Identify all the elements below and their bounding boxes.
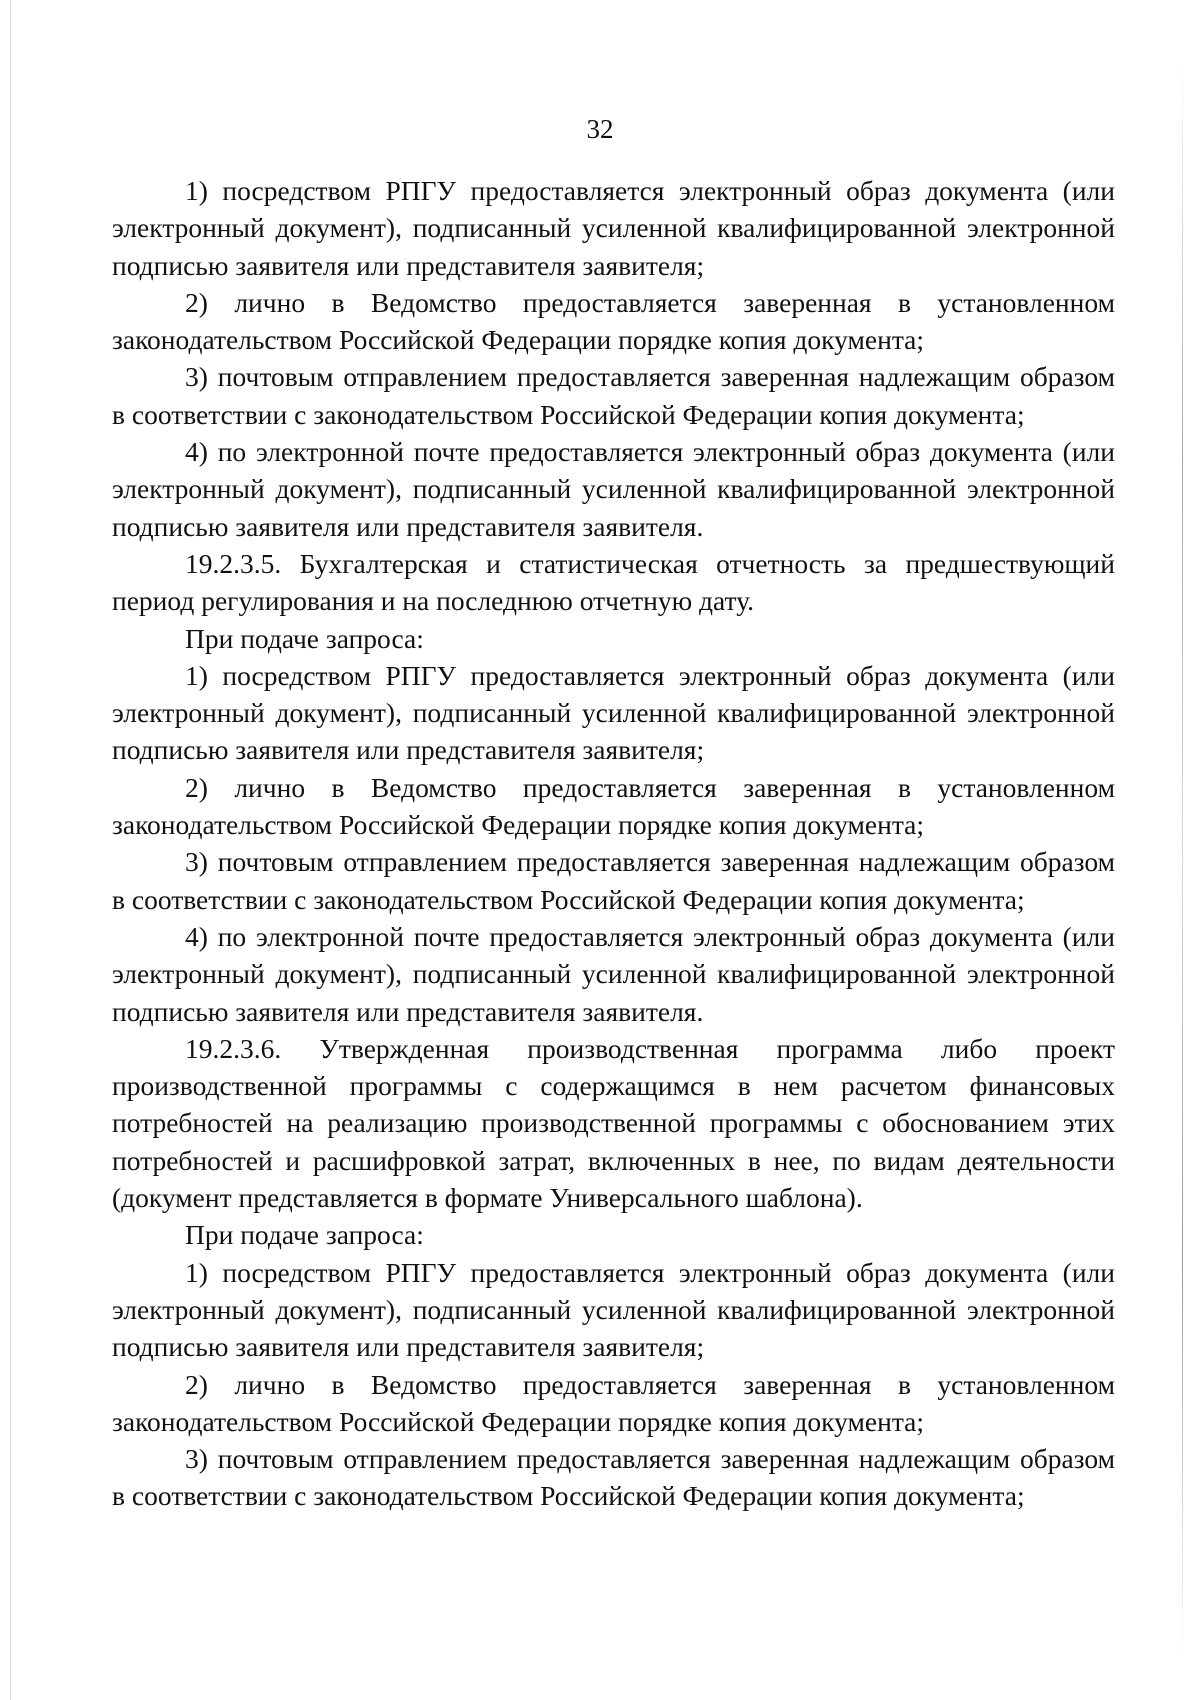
paragraph: 1) посредством РПГУ предоставляется электронный образ документа (или электронный документ), подписанный усиленной квалифицированной электронной подписью заявителя или представителя заявителя; [112,1256,1115,1363]
paragraph: 2) лично в Ведомство предоставляется заверенная в установленном законодательством Российской Федерации порядке копия документа; [112,286,1115,356]
scan-edge-right [1182,60,1183,1660]
document-body [112,172,1115,1515]
paragraph: 1) посредством РПГУ предоставляется электронный образ документа (или электронный документ), подписанный усиленной квалифицированной электронной подписью заявителя или представителя заявителя; [112,175,1115,281]
paragraph: 2) лично в Ведомство предоставляется заверенная в установленном законодательством Российской Федерации порядке копия документа; [112,1368,1115,1437]
paragraph: 4) по электронной почте предоставляется электронный образ документа (или электронный документ), подписанный усиленной квалифицированной электронной подписью заявителя или представителя заявителя. [112,920,1115,1027]
paragraph: 3) почтовым отправлением предоставляется заверенная надлежащим образом в соответствии с законодательством Российской Федерации копия документа; [112,1443,1115,1512]
paragraph: 1) посредством РПГУ предоставляется электронный образ документа (или электронный документ), подписанный усиленной квалифицированной электронной подписью заявителя или представителя заявителя; [112,659,1115,766]
paragraph: 4) по электронной почте предоставляется электронный образ документа (или электронный документ), подписанный усиленной квалифицированной электронной подписью заявителя или представителя заявителя. [112,436,1115,542]
section-paragraph-19-2-3-5: 19.2.3.5. Бухгалтерская и статистическая отчетность за предшествующий период регулирования и на последнюю отчетную дату. [112,547,1115,617]
paragraph: При подаче запроса: [185,622,424,654]
page-number: 32 [586,114,614,144]
paragraph: 3) почтовым отправлением предоставляется заверенная надлежащим образом в соответствии с законодательством Российской Федерации копия документа; [112,361,1115,430]
scan-edge-left [10,0,11,1700]
section-paragraph-19-2-3-6: 19.2.3.6. Утвержденная производственная программа либо проект производственной программы с содержащимся в нем расчетом финансовых потребностей на реализацию производственной программы с обоснованием этих потребностей и расшифровкой затрат, включенных в нее, по видам деятельности (документ представляется в формате Универсального шаблона). [112,1032,1115,1214]
paragraph: 2) лично в Ведомство предоставляется заверенная в установленном законодательством Российской Федерации порядке копия документа; [112,771,1115,841]
paragraph: При подаче запроса: [185,1219,424,1251]
paragraph: 3) почтовым отправлением предоставляется заверенная надлежащим образом в соответствии с законодательством Российской Федерации копия документа; [112,846,1115,915]
